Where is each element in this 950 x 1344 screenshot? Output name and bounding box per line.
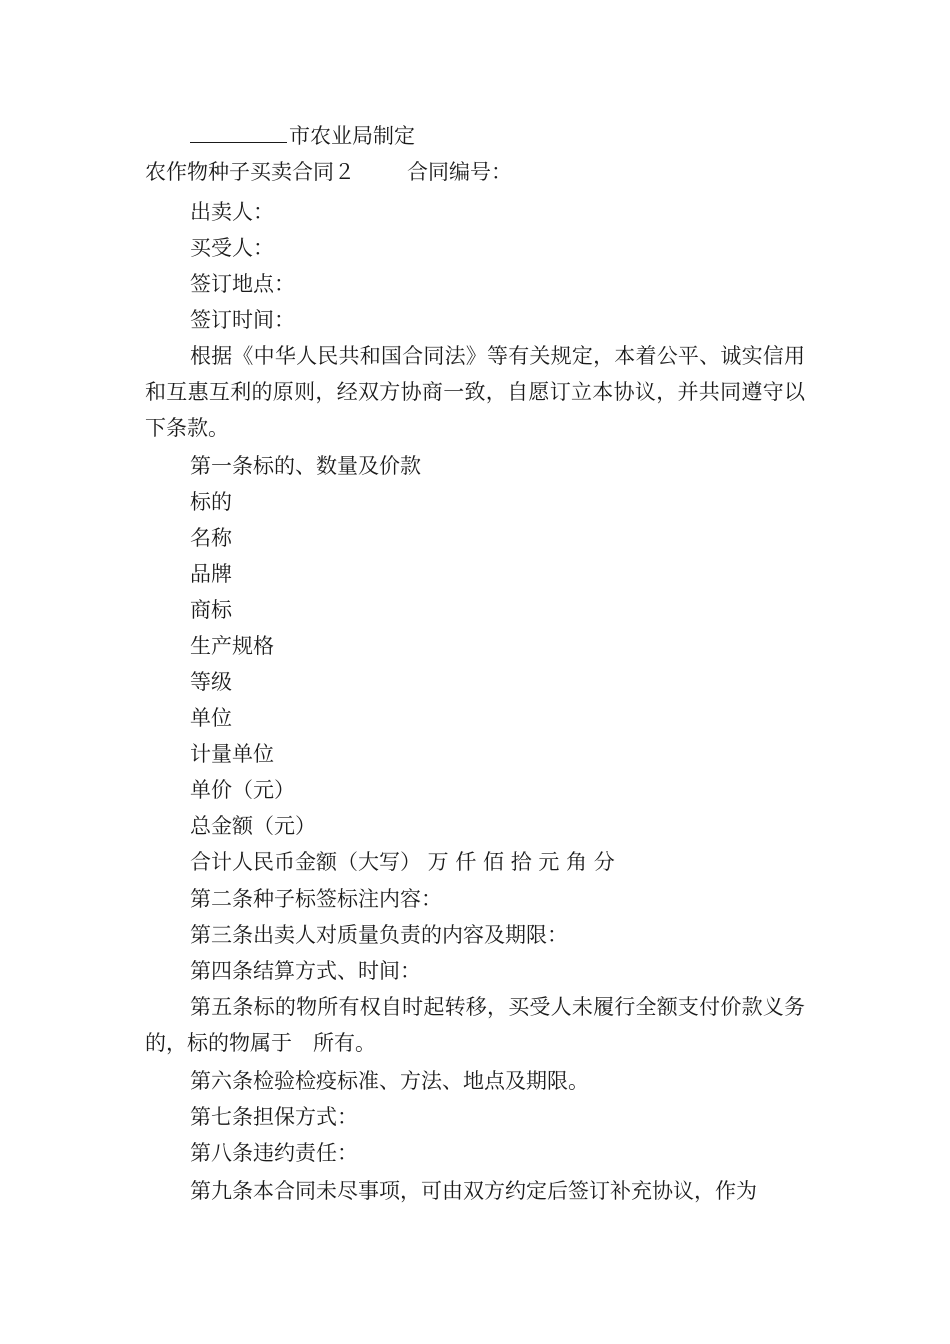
signing-time-label: 签订时间：	[190, 308, 295, 332]
field-subject: 标的	[190, 490, 232, 514]
article-2: 第二条种子标签标注内容：	[190, 887, 442, 911]
buyer-label: 买受人：	[190, 236, 274, 260]
contract-title: 农作物种子买卖合同２	[145, 160, 355, 184]
article-8: 第八条违约责任：	[190, 1141, 358, 1165]
article-6: 第六条检验检疫标准、方法、地点及期限。	[190, 1069, 589, 1093]
field-total-amount: 总金额（元）	[190, 814, 316, 838]
article-3: 第三条出卖人对质量负责的内容及期限：	[190, 923, 568, 947]
field-unit-price: 单价（元）	[190, 778, 295, 802]
issuer-line	[190, 117, 950, 154]
contract-number-label: 合同编号：	[407, 160, 512, 184]
seller-label: 出卖人：	[190, 200, 274, 224]
article-1-title: 第一条标的、数量及价款	[190, 454, 421, 478]
field-unit: 单位	[190, 706, 232, 730]
field-grade: 等级	[190, 670, 232, 694]
title-line	[145, 154, 950, 190]
field-name: 名称	[190, 526, 232, 550]
field-trademark: 商标	[190, 598, 232, 622]
article-9: 第九条本合同未尽事项，可由双方约定后签订补充协议，作为	[190, 1179, 757, 1203]
total-rmb-line: 合计人民币金额（大写） 万 仟 佰 拾 元 角 分	[190, 850, 615, 874]
preamble-paragraph: 根据《中华人民共和国合同法》等有关规定，本着公平、诚实信用和互惠互利的原则，经双方协商一致，自愿订立本协议，并共同遵守以下条款。	[145, 344, 805, 440]
issuer-text: 市农业局制定	[289, 124, 415, 148]
article-7: 第七条担保方式：	[190, 1105, 358, 1129]
field-spec: 生产规格	[190, 634, 274, 658]
field-brand: 品牌	[190, 562, 232, 586]
signing-place-label: 签订地点：	[190, 272, 295, 296]
city-blank	[190, 117, 287, 143]
article-5: 第五条标的物所有权自时起转移，买受人未履行全额支付价款义务的，标的物属于 所有。	[145, 995, 805, 1055]
field-measure-unit: 计量单位	[190, 742, 274, 766]
article-4: 第四条结算方式、时间：	[190, 959, 421, 983]
